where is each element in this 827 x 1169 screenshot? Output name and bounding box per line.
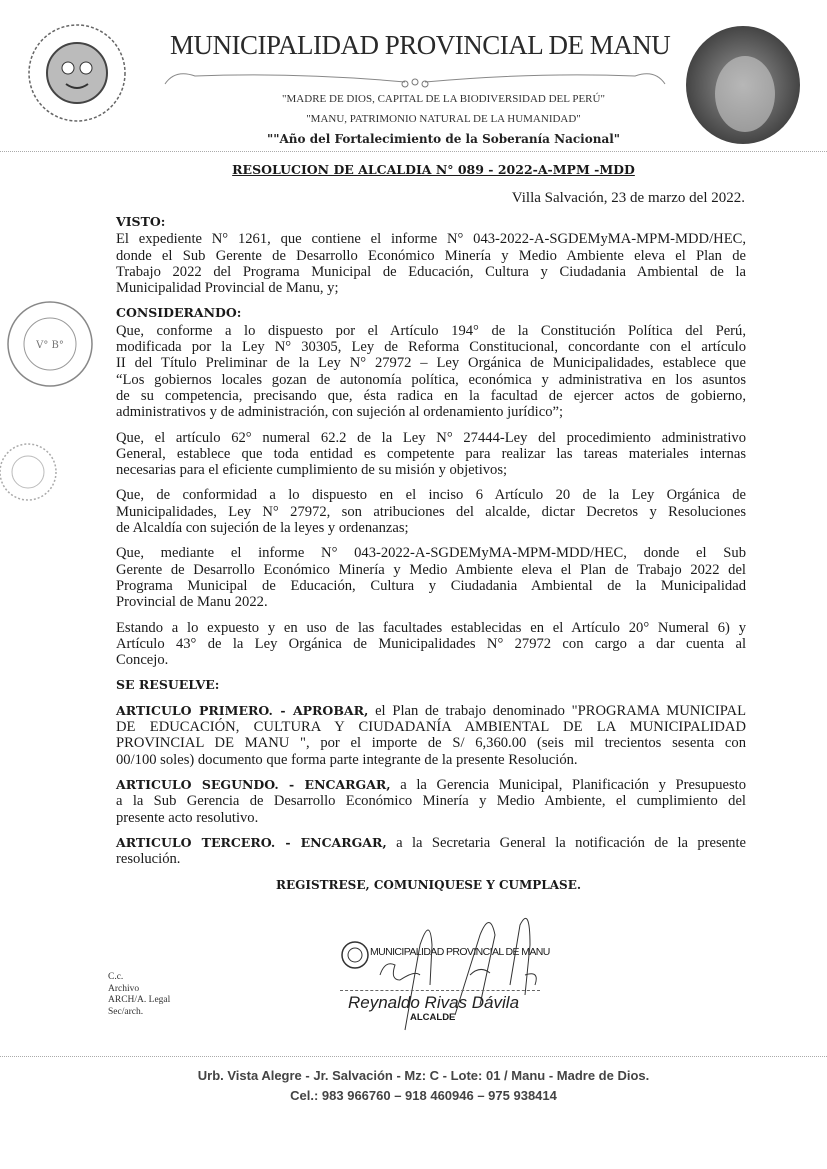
- text-line: General, establece que toda entidad es competente para realizar las tareas materiales internas: [116, 445, 746, 462]
- document-date: Villa Salvación, 23 de marzo del 2022.: [511, 190, 745, 206]
- ornament-divider: [155, 64, 675, 94]
- section-heading: VISTO:: [116, 214, 166, 229]
- text-line: Que, mediante el informe N° 043-2022-A-SGDEMyMA-MPM-MDD/HEC, donde el Sub: [116, 545, 746, 562]
- text-line: Provincial de Manu 2022.: [116, 594, 268, 611]
- text-line: II del Título Preliminar de la Ley N° 27972 – Ley Orgánica de Municipalidades, establece que: [116, 355, 746, 372]
- article-lead: ARTICULO TERCERO. - ENCARGAR,: [116, 834, 387, 850]
- svg-text:V° B°: V° B°: [36, 340, 64, 351]
- jaguar-photo: [683, 24, 803, 146]
- motto-1: "MADRE DE DIOS, CAPITAL DE LA BIODIVERSIDAD DEL PERÚ": [282, 93, 605, 105]
- paragraph: [116, 430, 746, 479]
- municipality-logo: [22, 18, 132, 128]
- handwritten-signature: [360, 905, 560, 1035]
- resolution-body: [116, 214, 746, 876]
- article-text: el Plan de trabajo denominado "PROGRAMA MUNICIPAL: [368, 702, 746, 719]
- text-line: 00/100 soles) documento que forma parte integrante de la presente Resolución.: [116, 751, 578, 768]
- copy-recipients: [108, 972, 170, 1018]
- text-line: Gerente de Desarrollo Económico Minería y Medio Ambiente eleva el Plan de Trabajo 2022 del: [116, 561, 746, 578]
- article-text: a la Gerencia Municipal, Planificación y Presupuesto: [390, 776, 746, 793]
- paragraph: [116, 323, 746, 421]
- article: [116, 777, 746, 826]
- footer-address: Urb. Vista Alegre - Jr. Salvación - Mz: C - Lote: 01 / Manu - Madre de Dios.: [197, 1068, 650, 1083]
- text-line: “Los gobiernos locales gozan de autonomía política, económica y administrativa en los asuntos: [116, 371, 746, 388]
- text-line: Que, el artículo 62° numeral 62.2 de la Ley N° 27444-Ley del procedimiento administrativo: [116, 429, 746, 446]
- text-line: Que, conforme a lo dispuesto por el Artículo 194° de la Constitución Política del Perú,: [116, 322, 746, 339]
- text-line: administrativos y de administración, con sujeción al ordenamiento jurídico”;: [116, 404, 564, 421]
- article-text: a la Secretaria General la notificación de la presente: [386, 834, 746, 851]
- text-line: DE EDUCACIÓN, CULTURA Y CIUDADANÍA AMBIENTAL DE LA MUNICIPALIDAD: [116, 719, 746, 736]
- footer-divider: [0, 1056, 827, 1057]
- text-line: presente acto resolutivo.: [116, 809, 259, 826]
- text-line: resolución.: [116, 851, 181, 868]
- text-line: Estando a lo expuesto y en uso de las facultades establecidas en el Artículo 20° Numeral 6) y: [116, 619, 746, 636]
- resolution-title: RESOLUCION DE ALCALDIA N° 089 - 2022-A-MPM -MDD: [232, 162, 635, 177]
- text-line: modificada por la Ley N° 30305, Ley de Reforma Constitucional, concordante con el artículo: [116, 339, 746, 356]
- section-heading: SE RESUELVE:: [116, 677, 220, 693]
- text-line: PROVINCIAL DE MANU ", por el importe de S/ 6,360.00 (seis mil trecientos sesenta con: [116, 735, 746, 752]
- year-name: ""Año del Fortalecimiento de la Soberanía Nacional": [266, 132, 621, 146]
- org-title: MUNICIPALIDAD PROVINCIAL DE MANU: [170, 30, 671, 60]
- paragraph: [116, 545, 746, 610]
- motto-2: "MANU, PATRIMONIO NATURAL DE LA HUMANIDAD": [306, 113, 581, 125]
- article-lead: ARTICULO PRIMERO. - APROBAR,: [116, 702, 369, 718]
- approval-stamp: [4, 298, 96, 390]
- text-line: necesarias para el eficiente cumplimiento de su misión y objetivos;: [116, 462, 508, 479]
- text-line: de su competencia, precisando que, ésta radica en la facultad de ejercer actos de gobierno,: [116, 387, 746, 404]
- footer-phones: Cel.: 983 966760 – 918 460946 – 975 938414: [290, 1088, 557, 1103]
- paragraph: [116, 231, 746, 296]
- article: [116, 703, 746, 768]
- text-line: Municipalidades, Ley N° 27972, son atribuciones del alcalde, dictar Decretos y Resoluciones: [116, 503, 746, 520]
- text-line: donde el Sub Gerente de Desarrollo Económico Minería y Medio Ambiente eleva el Plan de: [116, 247, 746, 264]
- text-line: de Alcaldía con sujeción de la leyes y ordenanzas;: [116, 520, 409, 537]
- section-heading: CONSIDERANDO:: [116, 305, 242, 321]
- cc-line: C.c.: [108, 972, 124, 982]
- text-line: a la Sub Gerencia de Desarrollo Económico Minería y Medio Ambiente, el cumplimiento del: [116, 793, 746, 810]
- closing-formula: REGISTRESE, COMUNIQUESE Y CUMPLASE.: [275, 878, 582, 892]
- text-line: Trabajo 2022 del Programa Municipal de Educación, Cultura y Ciudadania Ambiental de la: [116, 263, 746, 280]
- text-line: [116, 835, 746, 851]
- signature-org: MUNICIPALIDAD PROVINCIAL DE MANU: [370, 946, 550, 958]
- signer-role: ALCALDE: [410, 1012, 456, 1023]
- text-line: El expediente N° 1261, que contiene el informe N° 043-2022-A-SGDEMyMA-MPM-MDD/HEC,: [116, 231, 746, 248]
- article-lead: ARTICULO SEGUNDO. - ENCARGAR,: [116, 776, 391, 792]
- text-line: Programa Municipal de Educación, Cultura y Ciudadania Ambiental de la Municipalidad: [116, 577, 746, 594]
- text-line: Artículo 43° de la Ley Orgánica de Municipalidades N° 27972 con cargo a dar cuenta al: [116, 635, 746, 652]
- text-line: Que, de conformidad a lo dispuesto en el inciso 6 Artículo 20 de la Ley Orgánica de: [116, 487, 746, 504]
- paragraph: [116, 620, 746, 669]
- cc-line: ARCH/A. Legal: [108, 995, 171, 1005]
- signature-line: [340, 990, 540, 991]
- cc-line: Archivo: [108, 983, 140, 994]
- text-line: Municipalidad Provincial de Manu, y;: [116, 280, 339, 297]
- text-line: Concejo.: [116, 652, 169, 669]
- header-divider: [0, 151, 827, 152]
- signer-name: Reynaldo Rivas Dávila: [348, 993, 520, 1012]
- paragraph: [116, 487, 746, 536]
- cc-line: Sec/arch.: [108, 1006, 144, 1017]
- text-line: [116, 703, 746, 719]
- side-stamp: [0, 440, 62, 504]
- article: [116, 835, 746, 868]
- text-line: [116, 777, 746, 793]
